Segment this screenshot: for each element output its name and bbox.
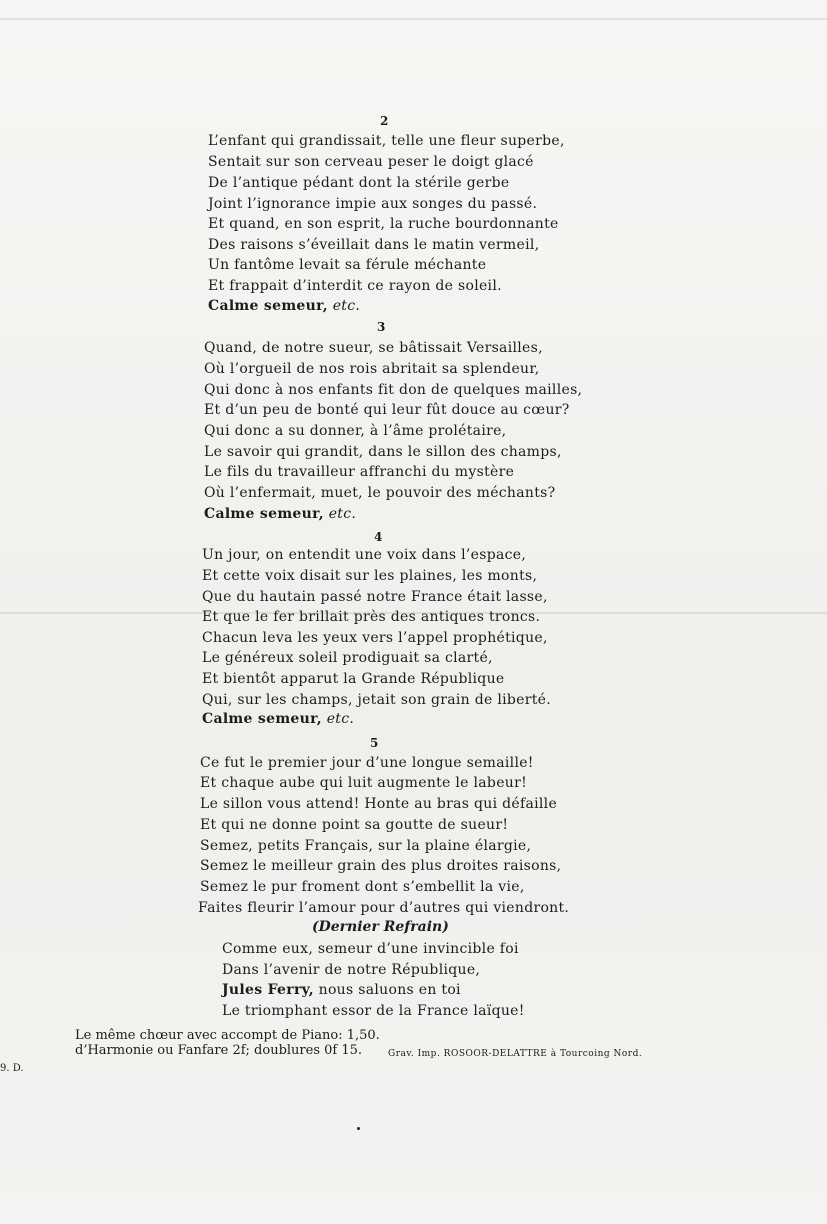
verse-line: Semez le meilleur grain des plus droites raisons, — [200, 858, 562, 874]
ink-speck — [357, 1127, 360, 1130]
verse-line: Chacun leva les yeux vers l’appel prophétique, — [202, 630, 548, 646]
stanza-number: 4 — [374, 530, 384, 544]
verse-line: Qui donc à nos enfants fit don de quelques mailles, — [204, 382, 583, 398]
verse-line: Et cette voix disait sur les plaines, les monts, — [202, 568, 538, 584]
verse-line: Et quand, en son esprit, la ruche bourdonnante — [208, 216, 559, 232]
refrain-label: Calme semeur, — [204, 506, 324, 522]
verse-line: Un fantôme levait sa férule méchante — [208, 257, 487, 273]
refrain-etc: etc. — [332, 298, 361, 314]
verse-line: Semez le pur froment dont s’embellit la vie, — [200, 879, 525, 895]
verse-line: Où l’orgueil de nos rois abritait sa splendeur, — [204, 361, 540, 377]
price-note: d’Harmonie ou Fanfare 2f; doublures 0f 15. — [75, 1043, 363, 1058]
refrain-label: Calme semeur, — [202, 711, 322, 727]
refrain-line: Dans l’avenir de notre République, — [222, 962, 481, 978]
final-refrain-title: (Dernier Refrain) — [312, 919, 449, 935]
verse-line: Et qui ne donne point sa goutte de sueur! — [200, 817, 509, 833]
stanza-number: 2 — [380, 114, 390, 128]
verse-line: Quand, de notre sueur, se bâtissait Versailles, — [204, 340, 543, 356]
verse-line: Et chaque aube qui luit augmente le labeur! — [200, 775, 528, 791]
paper-fold — [0, 18, 827, 20]
verse-line: De l’antique pédant dont la stérile gerbe — [208, 175, 510, 191]
refrain-line: Comme eux, semeur d’une invincible foi — [222, 941, 519, 957]
verse-line: Sentait sur son cerveau peser le doigt glacé — [208, 154, 534, 170]
verse-line: Faites fleurir l’amour pour d’autres qui viendront. — [198, 900, 570, 916]
refrain-cue — [204, 506, 356, 522]
refrain-label: Calme semeur, — [208, 298, 328, 314]
verse-line: Et bientôt apparut la Grande République — [202, 671, 505, 687]
verse-line: Un jour, on entendit une voix dans l’espace, — [202, 547, 527, 563]
stanza-number: 5 — [370, 736, 380, 750]
refrain-etc: etc. — [328, 506, 357, 522]
verse-line: Le savoir qui grandit, dans le sillon des champs, — [204, 444, 562, 460]
refrain-line-rest: nous saluons en toi — [313, 982, 461, 998]
refrain-etc: etc. — [326, 711, 355, 727]
verse-line: Où l’enfermait, muet, le pouvoir des méchants? — [204, 485, 556, 501]
verse-line: Ce fut le premier jour d’une longue semaille! — [200, 755, 534, 771]
dedicatee-name: Jules Ferry, — [222, 982, 314, 998]
verse-line: Qui, sur les champs, jetait son grain de liberté. — [202, 692, 551, 708]
stanza-number: 3 — [377, 320, 387, 334]
verse-line: Que du hautain passé notre France était lasse, — [202, 589, 548, 605]
verse-line: L’enfant qui grandissait, telle une fleur superbe, — [208, 133, 565, 149]
printer-imprint: Grav. Imp. ROSOOR-DELATTRE à Tourcoing Nord. — [388, 1049, 643, 1059]
verse-line: Le sillon vous attend! Honte au bras qui défaille — [200, 796, 558, 812]
verse-line: Joint l’ignorance impie aux songes du passé. — [208, 196, 538, 212]
verse-line: Et que le fer brillait près des antiques troncs. — [202, 609, 541, 625]
verse-line: Qui donc a su donner, à l’âme prolétaire, — [204, 423, 507, 439]
verse-line: Et frappait d’interdit ce rayon de soleil. — [208, 278, 502, 294]
verse-line: Semez, petits Français, sur la plaine élargie, — [200, 838, 532, 854]
verse-line: Le fils du travailleur affranchi du mystère — [204, 464, 515, 480]
refrain-line: Le triomphant essor de la France laïque! — [222, 1003, 525, 1019]
verse-line: Le généreux soleil prodiguait sa clarté, — [202, 650, 493, 666]
refrain-line — [222, 982, 461, 998]
refrain-cue — [202, 711, 354, 727]
price-note: Le même chœur avec accompt de Piano: 1,50. — [75, 1028, 380, 1043]
verse-line: Et d’un peu de bonté qui leur fût douce au cœur? — [204, 402, 570, 418]
plate-mark: 9. D. — [0, 1063, 24, 1074]
refrain-cue — [208, 298, 360, 314]
verse-line: Des raisons s’éveillait dans le matin vermeil, — [208, 237, 540, 253]
